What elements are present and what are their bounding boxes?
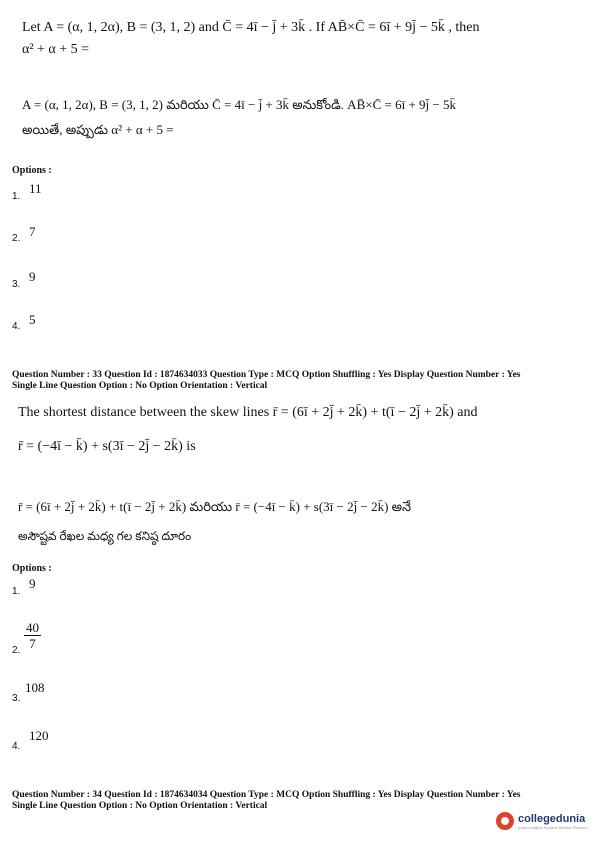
q33-option-value[interactable]: 108 (25, 680, 45, 695)
q32-english-line1: Let A = (α, 1, 2α), B = (3, 1, 2) and C̄ = 4ī − j̄ + 3k̄ . If AB̄×C̄ = 6ī + 9j̄ − 5k̄ , then (22, 20, 480, 35)
q33-option-number: 1. (12, 586, 21, 597)
fraction-denominator: 7 (29, 636, 36, 651)
q33-telugu-line2: అసౌష్టవ రేఖల మధ్య గల కనిష్ఠ దూరం (18, 529, 192, 543)
q33-telugu-line1: r̄ = (6ī + 2j̄ + 2k̄) + t(ī − 2j̄ + 2k̄) మరియు r̄ = (−4ī − k̄) + s(3ī − 2j̄ − 2k̄) అనే (18, 499, 412, 514)
q34-meta-line1: Question Number : 34 Question Id : 1874634034 Question Type : MCQ Option Shuffling : Yes Display Question Number : Yes (12, 790, 521, 800)
q33-option-fraction[interactable] (24, 620, 41, 651)
q33-english-line2: r̄ = (−4ī − k̄) + s(3ī − 2j̄ − 2k̄) is (18, 439, 196, 454)
q32-option-number: 3. (12, 279, 21, 290)
q32-telugu-line2: అయితే, అప్పుడు α² + α + 5 = (22, 122, 174, 137)
q32-telugu-line1: A = (α, 1, 2α), B = (3, 1, 2) మరియు C̄ = 4ī − j̄ + 3k̄ అనుకోండి. AB̄×C̄ = 6ī + 9j̄ − 5k̄ (22, 97, 456, 112)
q33-meta-line1: Question Number : 33 Question Id : 1874634033 Question Type : MCQ Option Shuffling : Yes Display Question Number : Yes (12, 370, 521, 380)
q33-english-line1: The shortest distance between the skew lines r̄ = (6ī + 2j̄ + 2k̄) + t(ī − 2j̄ + 2k̄) and (18, 405, 478, 420)
q33-meta-line2: Single Line Question Option : No Option Orientation : Vertical (12, 381, 268, 391)
fraction-numerator: 40 (26, 620, 39, 635)
q32-english-line2: α² + α + 5 = (22, 42, 90, 57)
q33-option-number: 3. (12, 693, 21, 704)
q32-option-value[interactable]: 11 (29, 181, 42, 196)
q32-option-number: 4. (12, 321, 21, 332)
logo-tagline: India's largest Student Review Platform (518, 824, 588, 830)
q32-option-value[interactable]: 9 (29, 269, 36, 284)
q33-options-title: Options : (12, 563, 52, 574)
q32-options-title: Options : (12, 165, 52, 176)
logo-name: collegedunia (518, 812, 586, 825)
q33-option-number: 4. (12, 741, 21, 752)
q32-option-number: 1. (12, 191, 21, 202)
q32-option-number: 2. (12, 233, 21, 244)
q33-option-value[interactable]: 120 (29, 728, 49, 743)
logo-icon (496, 812, 514, 830)
q32-option-value[interactable]: 7 (29, 224, 36, 239)
q33-option-number: 2. (12, 645, 21, 656)
q33-option-value[interactable]: 9 (29, 576, 36, 591)
q34-meta-line2: Single Line Question Option : No Option Orientation : Vertical (12, 801, 268, 811)
collegedunia-logo (496, 812, 588, 830)
q32-option-value[interactable]: 5 (29, 312, 36, 327)
